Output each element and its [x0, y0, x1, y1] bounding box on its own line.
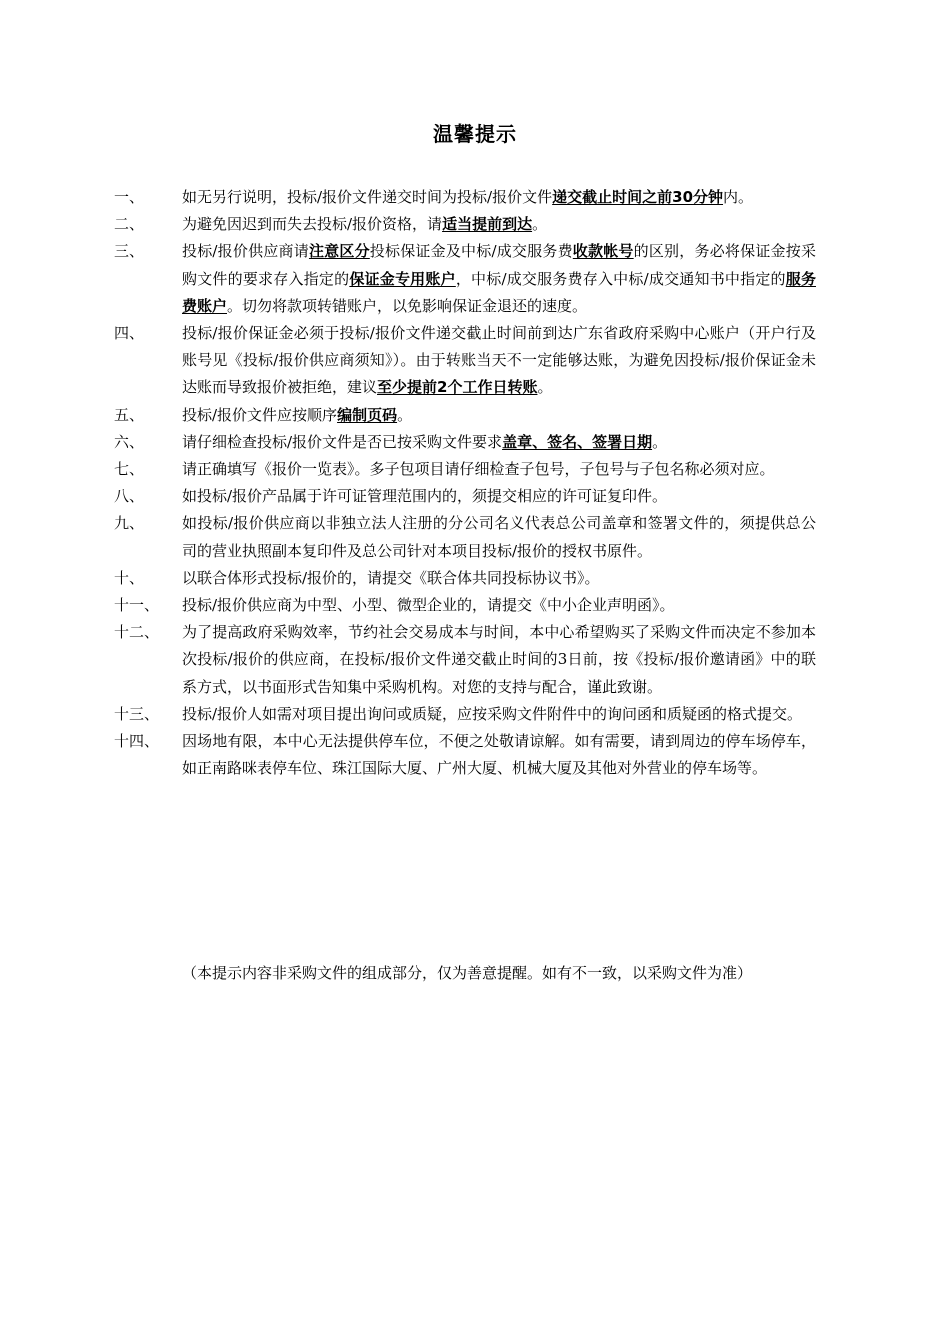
text-segment: 投标保证金及中标/成交服务费: [369, 242, 573, 261]
notice-item-number: 十、: [114, 568, 145, 587]
emphasized-text: 适当提前到达: [442, 215, 533, 234]
notice-item-number: 四、: [114, 324, 145, 343]
notice-item: [114, 592, 816, 619]
text-segment: 投标/报价人如需对项目提出询问或质疑，应按采购文件附件中的询问函和质疑函的格式提交。: [182, 704, 803, 723]
notice-item-text: [182, 701, 816, 728]
notice-item-number: 五、: [114, 405, 145, 424]
notice-item: [114, 320, 816, 402]
notice-item-number: 九、: [114, 514, 145, 533]
notice-item-number: 十二、: [114, 623, 160, 642]
notice-item-text: [182, 184, 816, 211]
text-segment: 因场地有限，本中心无法提供停车位，不便之处敬请谅解。如有需要，请到周边的停车场停车，如正南路咪表停车位、珠江国际大厦、广州大厦、机械大厦及其他对外营业的停车场等。: [182, 732, 816, 778]
notice-item: [114, 402, 816, 429]
notice-item-text: [182, 402, 816, 429]
text-segment: 。: [397, 405, 413, 424]
text-segment: 投标/报价供应商请: [182, 242, 309, 261]
notice-item: [114, 701, 816, 728]
notice-list: [114, 184, 816, 782]
notice-item-number: 十三、: [114, 704, 160, 723]
emphasized-text: 递交截止时间之前30分钟: [552, 188, 724, 206]
text-segment: 如投标/报价供应商以非独立法人注册的分公司名义代表总公司盖章和签署文件的，须提供总公司的营业执照副本复印件及总公司针对本项目投标/报价的授权书原件。: [182, 514, 816, 560]
text-segment: 投标/报价供应商为中型、小型、微型企业的，请提交《中小企业声明函》。: [182, 596, 675, 615]
text-segment: 。: [532, 215, 548, 234]
notice-item-text: [182, 619, 816, 701]
notice-item-text: [182, 592, 816, 619]
text-segment: 内。: [723, 188, 754, 206]
emphasized-text: 服务费账户: [182, 269, 816, 315]
emphasized-text: 收款帐号: [572, 242, 634, 261]
text-segment: 。: [537, 378, 553, 397]
text-segment: 的区别，务必将保证金按采购文件的要求存入指定的: [182, 242, 816, 288]
notice-item-number: 一、: [114, 188, 145, 206]
notice-item-number: 二、: [114, 215, 145, 234]
notice-item-number: 八、: [114, 487, 145, 506]
notice-item-text: [182, 728, 816, 782]
emphasized-text: 盖章、签名、签署日期: [502, 432, 653, 451]
text-segment: 投标/报价保证金必须于投标/报价文件递交截止时间前到达广东省政府采购中心账户（开户行及账号见《投标/报价供应商须知》）。由于转账当天不一定能够达账，为避免因投标/报价保证金未达账而导致报价被拒绝，建议: [182, 324, 816, 397]
notice-item: [114, 510, 816, 564]
notice-item-number: 十一、: [114, 596, 160, 615]
notice-item-number: 十四、: [114, 732, 160, 751]
text-segment: 请正确填写《报价一览表》。多子包项目请仔细检查子包号，子包号与子包名称必须对应。: [182, 460, 775, 479]
text-segment: 为避免因迟到而失去投标/报价资格，请: [182, 215, 443, 234]
text-segment: ，中标/成交服务费存入中标/成交通知书中指定的: [455, 269, 786, 288]
notice-item-text: [182, 238, 816, 320]
notice-item-text: [182, 565, 816, 592]
notice-item-text: [182, 483, 816, 510]
text-segment: 以联合体形式投标/报价的，请提交《联合体共同投标协议书》。: [182, 568, 600, 587]
notice-item-text: [182, 429, 816, 456]
notice-item-text: [182, 510, 816, 564]
notice-item-text: [182, 211, 816, 238]
notice-item: [114, 211, 816, 238]
notice-item-number: 六、: [114, 432, 145, 451]
notice-item: [114, 429, 816, 456]
disclaimer-note: （本提示内容非采购文件的组成部分，仅为善意提醒。如有不一致，以采购文件为准）: [182, 964, 753, 982]
text-segment: 为了提高政府采购效率，节约社会交易成本与时间，本中心希望购买了采购文件而决定不参加本次投标/报价的供应商，在投标/报价文件递交截止时间的3日前，按《投标/报价邀请函》中的联系方式，以书面形式告知集中采购机构。对您的支持与配合，谨此致谢。: [182, 623, 816, 696]
text-segment: 请仔细检查投标/报价文件是否已按采购文件要求: [182, 432, 503, 451]
emphasized-text: 保证金专用账户: [349, 269, 456, 288]
notice-item: [114, 728, 816, 782]
notice-item-text: [182, 456, 816, 483]
text-segment: 投标/报价文件应按顺序: [182, 405, 338, 424]
notice-item-text: [182, 320, 816, 402]
text-segment: 。: [652, 432, 668, 451]
text-segment: 。切勿将款项转错账户，以免影响保证金退还的速度。: [227, 296, 588, 315]
page-title: 温馨提示: [433, 122, 517, 146]
notice-item: [114, 238, 816, 320]
notice-item: [114, 619, 816, 701]
notice-item: [114, 483, 816, 510]
notice-item: [114, 456, 816, 483]
text-segment: 如投标/报价产品属于许可证管理范围内的，须提交相应的许可证复印件。: [182, 487, 668, 506]
emphasized-text: 至少提前2个工作日转账: [377, 378, 538, 397]
notice-item: [114, 565, 816, 592]
text-segment: 如无另行说明，投标/报价文件递交时间为投标/报价文件: [182, 188, 553, 206]
emphasized-text: 注意区分: [308, 242, 370, 261]
notice-item-number: 三、: [114, 242, 145, 261]
emphasized-text: 编制页码: [337, 405, 398, 424]
notice-item: [114, 184, 816, 211]
notice-item-number: 七、: [114, 460, 145, 479]
